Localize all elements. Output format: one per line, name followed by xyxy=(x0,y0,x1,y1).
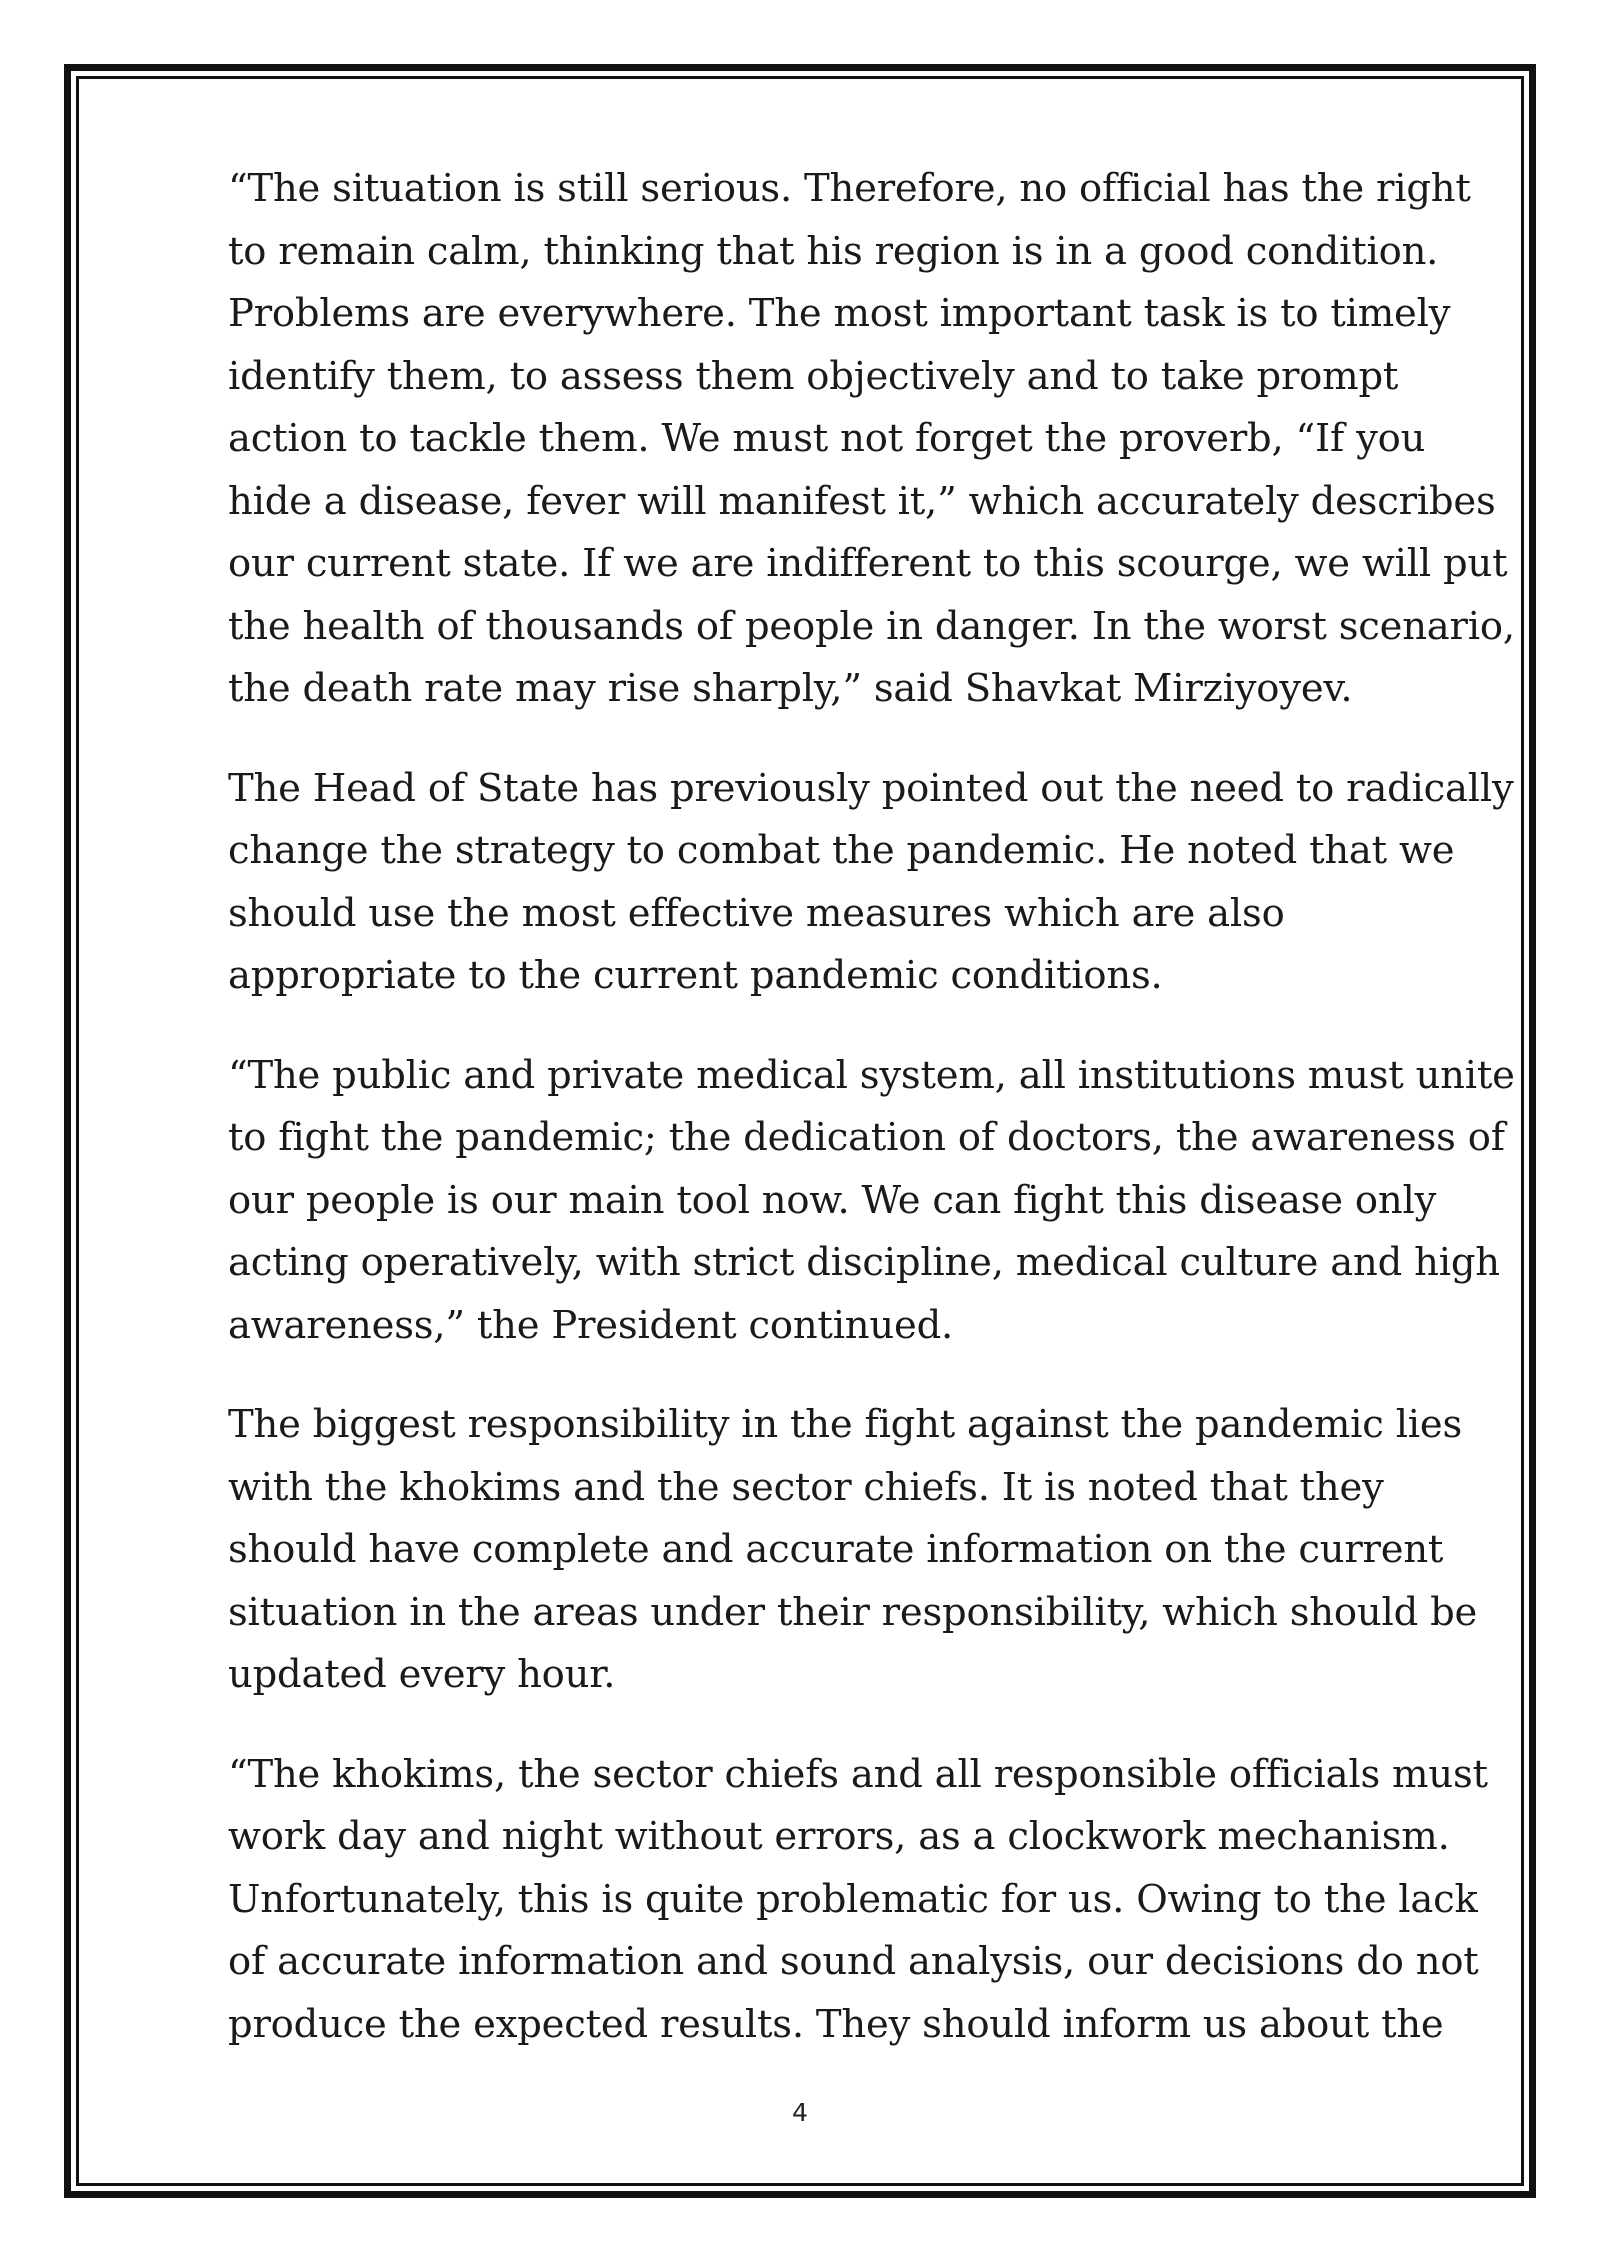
page-number: 4 xyxy=(792,2098,808,2127)
paragraph: “The public and private medical system, all institutions must unite to fight the pandemic; the dedication of doctors, the awareness of our people is our main tool now. We can fight this disease only acting operatively, with strict discipline, medical culture and high awareness,” the President continued. xyxy=(228,1052,1515,1348)
paragraph: The biggest responsibility in the fight against the pandemic lies with the khokims and the sector chiefs. It is noted that they should have complete and accurate information on the current situation in the areas under their responsibility, which should be updated every hour. xyxy=(228,1402,1478,1697)
document-body xyxy=(228,158,1518,2093)
paragraph: “The situation is still serious. Therefore, no official has the right to remain calm, thinking that his region is in a good condition. Problems are everywhere. The most important task is to timely identify them, to assess them objectively and to take prompt action to tackle them. We must not forget the proverb, “If you hide a disease, fever will manifest it,” which accurately describes our current state. If we are indifferent to this scourge, we will put the health of thousands of people in danger. In the worst scenario, the death rate may rise sharply,” said Shavkat Mirziyoyev. xyxy=(228,166,1515,711)
paragraph: The Head of State has previously pointed out the need to radically change the strategy to combat the pandemic. He noted that we should use the most effective measures which are also appropriate to the current pandemic conditions. xyxy=(228,765,1514,998)
paragraph: “The khokims, the sector chiefs and all responsible officials must work day and night without errors, as a clockwork mechanism. Unfortunately, this is quite problematic for us. Owing to the lack of accurate information and sound analysis, our decisions do not produce the expected results. They should inform us about the xyxy=(228,1751,1488,2047)
